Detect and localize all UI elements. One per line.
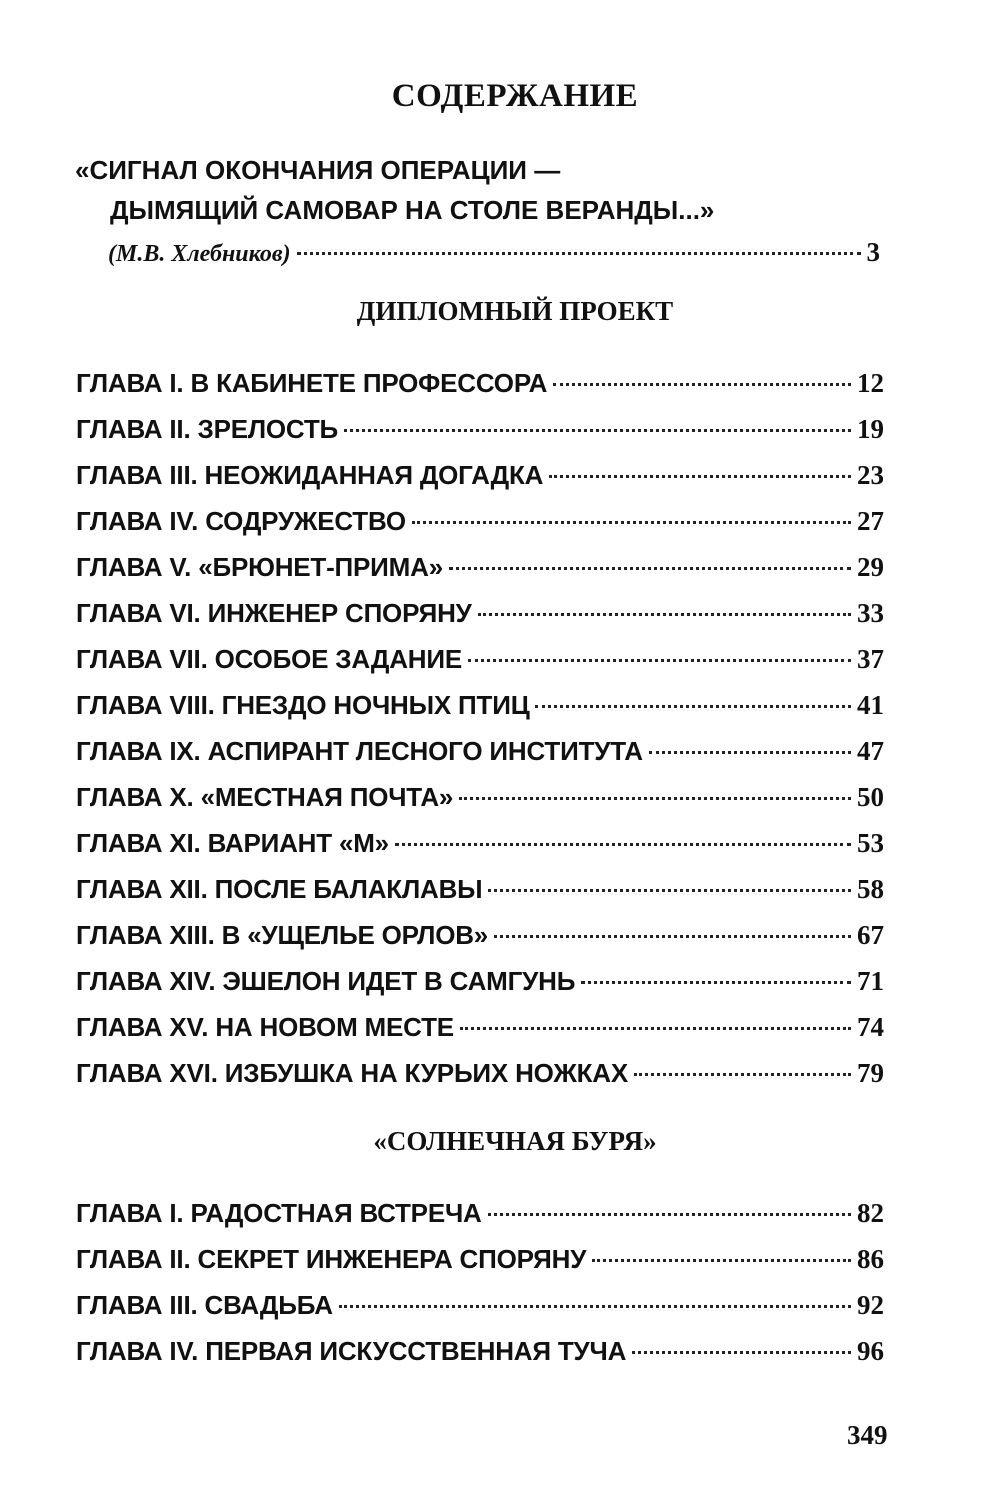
dot-leader — [535, 705, 851, 708]
dot-leader — [339, 1305, 851, 1308]
dot-leader — [649, 751, 851, 754]
dot-leader — [494, 935, 851, 938]
toc-entry-page: 71 — [857, 966, 884, 996]
toc-entry-page: 29 — [857, 552, 884, 582]
toc-entry — [76, 590, 884, 636]
dot-leader — [395, 843, 851, 846]
toc-entry-label: ГЛАВА III. СВАДЬБА — [76, 1290, 333, 1320]
dot-leader — [488, 889, 851, 892]
toc-entry — [76, 958, 884, 1004]
toc-entry-label: ГЛАВА VII. ОСОБОЕ ЗАДАНИЕ — [76, 644, 463, 674]
toc-entry-page: 27 — [857, 506, 884, 536]
toc-entry — [76, 544, 884, 590]
toc-entry-page: 53 — [857, 828, 884, 858]
toc-entry — [76, 1282, 884, 1328]
intro-author-row — [108, 232, 880, 274]
toc-entry-page: 47 — [857, 736, 884, 766]
toc-entry-label: ГЛАВА X. «МЕСТНАЯ ПОЧТА» — [76, 782, 454, 812]
toc-entry-label: ГЛАВА IX. АСПИРАНТ ЛЕСНОГО ИНСТИТУТА — [76, 736, 643, 766]
toc-entry — [76, 1004, 884, 1050]
dot-leader — [553, 383, 851, 386]
toc-entry-page: 82 — [857, 1198, 884, 1228]
section-heading-solar-storm: «СОЛНЕЧНАЯ БУРЯ» — [373, 1126, 657, 1156]
toc-entry — [76, 866, 884, 912]
toc-entry — [76, 1190, 884, 1236]
toc-entry-page: 74 — [857, 1012, 884, 1042]
toc-entry — [76, 406, 884, 452]
intro-author: (М.В. Хлебников) — [108, 241, 291, 267]
toc-entry-label: ГЛАВА VIII. ГНЕЗДО НОЧНЫХ ПТИЦ — [76, 690, 530, 720]
dot-leader — [634, 1073, 851, 1076]
toc-list-solar-storm — [76, 1190, 884, 1374]
toc-entry-page: 41 — [857, 690, 884, 720]
toc-entry — [76, 774, 884, 820]
toc-entry — [76, 1328, 884, 1374]
dot-leader — [459, 797, 851, 800]
toc-entry-page: 50 — [857, 782, 884, 812]
intro-title-line-2: ДЫМЯЩИЙ САМОВАР НА СТОЛЕ ВЕРАНДЫ...» — [110, 195, 715, 225]
dot-leader — [581, 981, 851, 984]
toc-entry — [76, 498, 884, 544]
toc-list-diploma-project — [76, 360, 884, 1096]
dot-leader — [412, 521, 851, 524]
dot-leader — [297, 252, 861, 255]
toc-entry-page: 37 — [857, 644, 884, 674]
toc-entry — [76, 360, 884, 406]
dot-leader — [468, 659, 851, 662]
toc-entry-label: ГЛАВА I. РАДОСТНАЯ ВСТРЕЧА — [76, 1198, 482, 1228]
toc-entry-label: ГЛАВА XV. НА НОВОМ МЕСТЕ — [76, 1012, 454, 1042]
toc-entry-page: 79 — [857, 1058, 884, 1088]
toc-entry-label: ГЛАВА I. В КАБИНЕТЕ ПРОФЕССОРА — [76, 368, 548, 398]
intro-page-number: 3 — [866, 237, 880, 267]
dot-leader — [488, 1213, 851, 1216]
toc-entry-page: 96 — [857, 1336, 884, 1366]
page-number: 349 — [847, 1420, 888, 1450]
dot-leader — [592, 1259, 851, 1262]
toc-entry — [76, 1050, 884, 1096]
dot-leader — [449, 567, 851, 570]
toc-entry-page: 58 — [857, 874, 884, 904]
toc-entry-label: ГЛАВА IV. ПЕРВАЯ ИСКУССТВЕННАЯ ТУЧА — [76, 1336, 627, 1366]
toc-entry — [76, 636, 884, 682]
dot-leader — [460, 1027, 851, 1030]
toc-entry-page: 33 — [857, 598, 884, 628]
toc-entry-page: 19 — [857, 414, 884, 444]
page-title: СОДЕРЖАНИЕ — [391, 78, 639, 114]
toc-entry-label: ГЛАВА XII. ПОСЛЕ БАЛАКЛАВЫ — [76, 874, 483, 904]
section-heading-diploma-project: ДИПЛОМНЫЙ ПРОЕКТ — [356, 296, 674, 326]
dot-leader — [478, 613, 851, 616]
dot-leader — [632, 1351, 851, 1354]
toc-entry-page: 86 — [857, 1244, 884, 1274]
toc-entry-label: ГЛАВА II. СЕКРЕТ ИНЖЕНЕРА СПОРЯНУ — [76, 1244, 587, 1274]
toc-entry-label: ГЛАВА III. НЕОЖИДАННАЯ ДОГАДКА — [76, 460, 544, 490]
toc-entry-label: ГЛАВА XI. ВАРИАНТ «М» — [76, 828, 389, 858]
toc-entry-label: ГЛАВА V. «БРЮНЕТ-ПРИМА» — [76, 552, 443, 582]
toc-entry — [76, 820, 884, 866]
toc-entry-label: ГЛАВА VI. ИНЖЕНЕР СПОРЯНУ — [76, 598, 472, 628]
toc-entry — [76, 682, 884, 728]
toc-entry-label: ГЛАВА XIV. ЭШЕЛОН ИДЕТ В САМГУНЬ — [76, 966, 576, 996]
toc-entry-label: ГЛАВА II. ЗРЕЛОСТЬ — [76, 414, 339, 444]
toc-entry-page: 92 — [857, 1290, 884, 1320]
toc-entry-label: ГЛАВА XVI. ИЗБУШКА НА КУРЬИХ НОЖКАХ — [76, 1058, 629, 1088]
toc-entry — [76, 452, 884, 498]
toc-entry-label: ГЛАВА XIII. В «УЩЕЛЬЕ ОРЛОВ» — [76, 920, 489, 950]
toc-entry-page: 67 — [857, 920, 884, 950]
toc-entry — [76, 912, 884, 958]
dot-leader — [344, 429, 851, 432]
toc-entry-page: 23 — [857, 460, 884, 490]
toc-entry-page: 12 — [857, 368, 884, 398]
dot-leader — [549, 475, 851, 478]
intro-title-line-1: «СИГНАЛ ОКОНЧАНИЯ ОПЕРАЦИИ — — [75, 155, 561, 185]
toc-entry — [76, 728, 884, 774]
toc-entry — [76, 1236, 884, 1282]
toc-entry-label: ГЛАВА IV. СОДРУЖЕСТВО — [76, 506, 406, 536]
